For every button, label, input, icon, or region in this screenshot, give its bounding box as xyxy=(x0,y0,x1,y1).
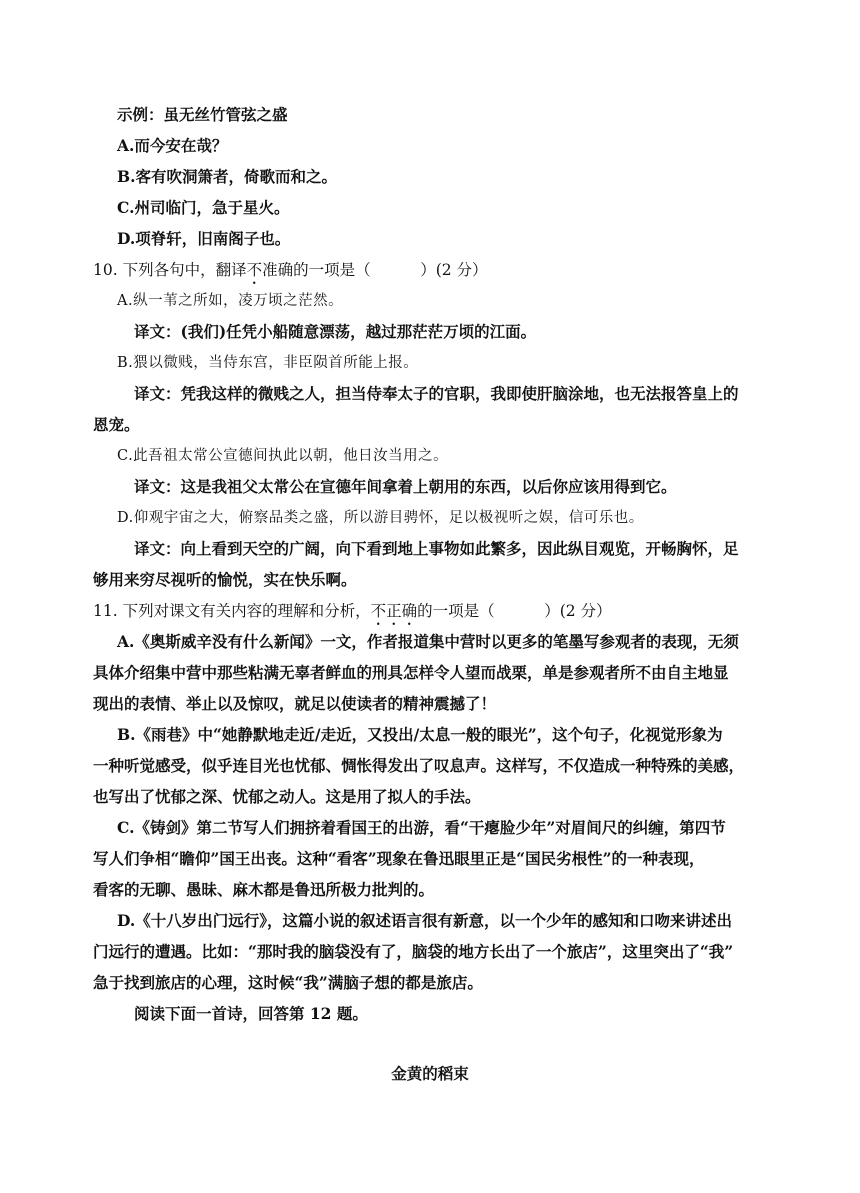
q11-stem-pre: 11. 下列对课文有关内容的理解和分析， xyxy=(93,602,371,620)
q11-option-c-line2: 写人们争相“瞻仰”国王出丧。这种“看客”现象在鲁迅眼里正是“国民劣根性”的一种表现， xyxy=(93,849,705,868)
q11-option-c-line3: 看客的无聊、愚昧、麻木都是鲁迅所极力批判的。 xyxy=(93,880,435,899)
q9-option-d: D.项脊轩，旧南阁子也。 xyxy=(117,229,291,248)
q10-translation-b-line2: 恩宠。 xyxy=(93,415,140,434)
q11-option-b-line2: 一种听觉感受，似乎连目光也忧郁、惆怅得发出了叹息声。这样写，不仅造成一种特殊的美感， xyxy=(93,756,745,775)
q11-option-b-line1: B.《雨巷》中“她静默地走近/走近，又投出/太息一般的眼光”，这个句子，化视觉形象为 xyxy=(117,725,723,744)
q11-option-d-line3: 急于找到旅店的心理，这时候“我”满脑子想的都是旅店。 xyxy=(93,973,483,992)
q11-option-d-line1: D.《十八岁出门远行》，这篇小说的叙述语言很有新意，以一个少年的感知和口吻来讲述出 xyxy=(117,911,733,930)
q11-stem-post: 的一项是（ xyxy=(417,602,495,620)
q11-emphasis: 不正确 xyxy=(370,602,418,620)
reading-instruction: 阅读下面一首诗，回答第 12 题。 xyxy=(134,1004,368,1023)
q10-option-d: D.仰观宇宙之大，俯察品类之盛，所以游目骋怀，足以极视听之娱，信可乐也。 xyxy=(117,510,644,526)
q10-translation-c: 译文：这是我祖父太常公在宣德年间拿着上朝用的东西，以后你应该用得到它。 xyxy=(134,477,677,496)
q10-stem-post: 准确的一项是（ xyxy=(262,261,371,279)
q9-option-a: A.而今安在哉？ xyxy=(117,136,228,155)
q10-option-b: B.猥以微贱，当侍东宫，非臣陨首所能上报。 xyxy=(117,355,419,371)
q9-option-c: C.州司临门，急于星火。 xyxy=(117,198,290,217)
q11-points: ）(2 分） xyxy=(544,602,612,620)
q11-option-d-line2: 门远行的遭遇。比如：“那时我的脑袋没有了，脑袋的地方长出了一个旅店”，这里突出了“我” xyxy=(93,942,734,961)
q11-option-a-line3: 现出的表情、举止以及惊叹，就足以使读者的精神震撼了！ xyxy=(93,694,497,713)
q11-option-b-line3: 也写出了忧郁之深、忧郁之动人。这是用了拟人的手法。 xyxy=(93,787,481,806)
q10-emphasis: 不 xyxy=(246,261,263,279)
q11-option-c-line1: C.《铸剑》第二节写人们拥挤着看国王的出游，看“干瘪脸少年”对眉间尺的纠缠，第四节 xyxy=(117,818,726,837)
q10-translation-d-line2: 够用来穷尽视听的愉悦，实在快乐啊。 xyxy=(93,570,357,589)
q10-points: ）(2 分） xyxy=(420,261,488,279)
q10-stem xyxy=(93,259,488,288)
q11-option-a-line2: 具体介绍集中营中那些粘满无辜者鲜血的刑具怎样令人望而战栗，单是参观者所不由自主地显 xyxy=(93,663,729,682)
q9-option-b: B.客有吹洞箫者，倚歌而和之。 xyxy=(117,167,337,186)
q11-stem xyxy=(93,600,612,629)
q10-translation-b-line1: 译文：凭我这样的微贱之人，担当侍奉太子的官职，我即使肝脑涂地，也无法报答皇上的 xyxy=(134,384,739,403)
q10-option-c: C.此吾祖太常公宣德间执此以朝，他日汝当用之。 xyxy=(117,448,449,464)
poem-title: 金黄的稻束 xyxy=(391,1064,469,1083)
q10-option-a: A.纵一苇之所如，凌万顷之茫然。 xyxy=(117,293,344,309)
q10-stem-pre: 10. 下列各句中，翻译 xyxy=(93,261,247,279)
q11-option-a-line1: A.《奥斯威辛没有什么新闻》一文，作者报道集中营时以更多的笔墨写参观者的表现，无须 xyxy=(117,632,739,651)
q10-translation-a: 译文：(我们)任凭小船随意漂荡，越过那茫茫万顷的江面。 xyxy=(134,322,537,341)
example-line: 示例：虽无丝竹管弦之盛 xyxy=(117,105,288,124)
q10-translation-d-line1: 译文：向上看到天空的广阔，向下看到地上事物如此繁多，因此纵目观览，开畅胸怀，足 xyxy=(134,539,739,558)
